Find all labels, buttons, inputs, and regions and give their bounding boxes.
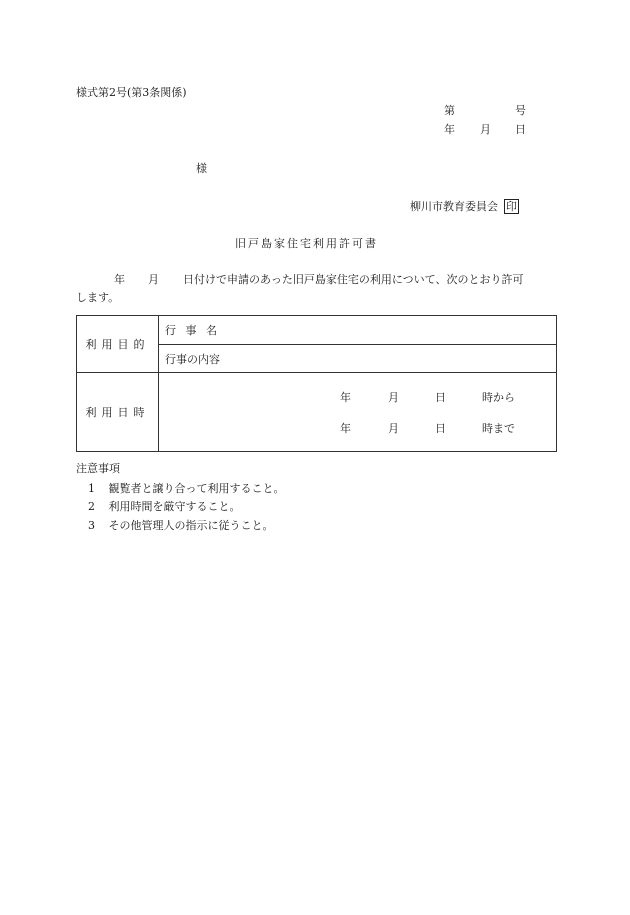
datetime-to-row (159, 412, 556, 443)
datetime-from-row (159, 381, 556, 412)
note-text: その他管理人の指示に従うこと。 (108, 519, 274, 532)
body-text-line2: します。 (76, 291, 120, 304)
body-year: 年 (114, 273, 125, 286)
body-month: 月 (148, 273, 159, 286)
datetime-label: 利用日時 (77, 373, 159, 452)
issue-date-month: 月 (480, 123, 491, 136)
from-hour: 時から (482, 391, 515, 404)
addressee-suffix: 様 (196, 162, 207, 175)
purpose-label: 利用目的 (77, 316, 159, 373)
note-text: 観覧者と譲り合って利用すること。 (108, 482, 285, 495)
from-year: 年 (340, 391, 351, 404)
event-name-label: 行 事 名 (159, 316, 557, 345)
body-text-line1: 日付けで申請のあった旧戸島家住宅の利用について、次のとおり許可 (183, 273, 524, 286)
note-item (88, 519, 274, 533)
note-number: 2 (88, 500, 95, 513)
to-day: 日 (435, 422, 446, 435)
document-title: 旧戸島家住宅利用許可書 (235, 237, 378, 250)
form-number: 様式第2号(第3条関係) (76, 86, 187, 99)
notes-heading: 注意事項 (76, 462, 120, 475)
usage-table (76, 315, 557, 452)
seal-mark: 印 (506, 200, 517, 213)
from-day: 日 (435, 391, 446, 404)
issue-date-year: 年 (444, 123, 455, 136)
note-item (88, 482, 285, 496)
to-hour: 時まで (482, 422, 515, 435)
doc-number-prefix: 第 (444, 104, 455, 117)
note-text: 利用時間を厳守すること。 (108, 500, 241, 513)
issue-date-day: 日 (515, 123, 526, 136)
from-month: 月 (388, 391, 399, 404)
event-content-label: 行事の内容 (159, 345, 557, 373)
note-item (88, 500, 241, 514)
to-year: 年 (340, 422, 351, 435)
datetime-cell (159, 373, 557, 452)
issuer-name: 柳川市教育委員会 (410, 200, 498, 213)
to-month: 月 (388, 422, 399, 435)
note-number: 1 (88, 482, 95, 495)
note-number: 3 (88, 519, 95, 532)
issuer-block (410, 199, 519, 214)
doc-number-suffix: 号 (515, 104, 526, 117)
